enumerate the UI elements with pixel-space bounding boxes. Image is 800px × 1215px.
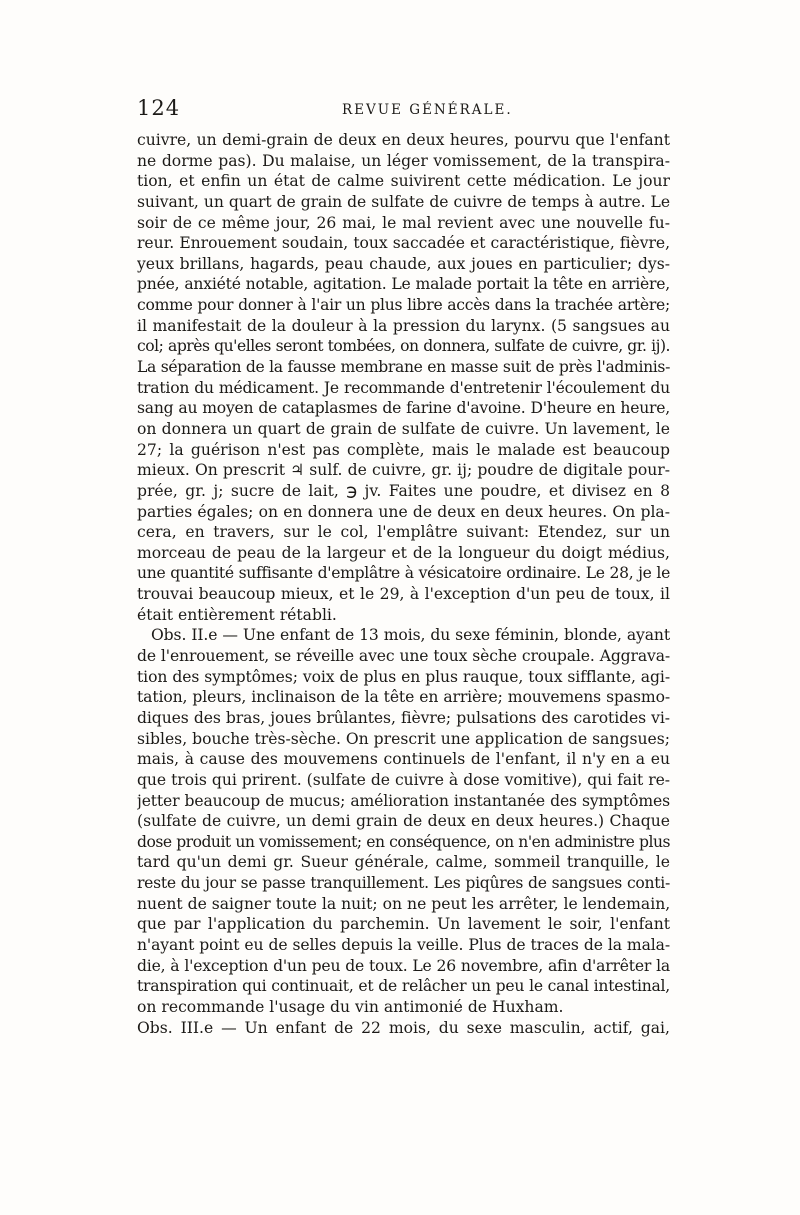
text-line: tion des symptômes; voix de plus en plus rauque, toux sifflante, agi- — [137, 667, 670, 686]
body-text — [137, 130, 670, 1038]
text-line: La séparation de la fausse membrane en masse suit de près l'adminis- — [137, 358, 670, 377]
text-line: trouvai beaucoup mieux, et le 29, à l'exception d'un peu de toux, il — [137, 585, 670, 604]
observation-heading-line: Obs. III.e — Un enfant de 22 mois, du sexe masculin, actif, gai, — [137, 1018, 670, 1037]
text-line: pnée, anxiété notable, agitation. Le malade portait la tête en arrière, — [137, 275, 670, 294]
text-line: sang au moyen de cataplasmes de farine d'avoine. D'heure en heure, — [137, 399, 670, 418]
text-line: (sulfate de cuivre, un demi grain de deux en deux heures.) Chaque — [137, 812, 670, 831]
page-header — [137, 96, 673, 124]
text-line: n'ayant point eu de selles depuis la veille. Plus de traces de la mala- — [137, 935, 670, 954]
text-line: suivant, un quart de grain de sulfate de cuivre de temps à autre. Le — [137, 192, 670, 211]
text-line: col; après qu'elles seront tombées, on donnera, sulfate de cuivre, gr. ij). — [137, 337, 670, 356]
text-line: ne dorme pas). Du malaise, un léger vomissement, de la transpira- — [137, 151, 670, 170]
text-line: comme pour donner à l'air un plus libre accès dans la trachée artère; — [137, 296, 670, 315]
text-line: de l'enrouement, se réveille avec une toux sèche croupale. Aggrava- — [137, 647, 670, 666]
text-line: transpiration qui continuait, et de relâcher un peu le canal intestinal, — [137, 977, 670, 996]
text-line: morceau de peau de la largeur et de la longueur du doigt médius, — [137, 543, 670, 562]
text-line: reur. Enrouement soudain, toux saccadée et caractéristique, fièvre, — [137, 234, 670, 253]
text-line: une quantité suffisante d'emplâtre à vésicatoire ordinaire. Le 28, je le — [137, 564, 670, 583]
text-line: mieux. On prescrit ♃ sulf. de cuivre, gr. ij; poudre de digitale pour- — [137, 461, 670, 480]
text-line: tration du médicament. Je recommande d'entretenir l'écoulement du — [137, 378, 670, 397]
running-head: REVUE GÉNÉRALE. — [342, 102, 513, 118]
text-line: on donnera un quart de grain de sulfate de cuivre. Un lavement, le — [137, 419, 670, 438]
text-line: yeux brillans, hagards, peau chaude, aux joues en particulier; dys- — [137, 254, 670, 273]
text-line: tation, pleurs, inclinaison de la tête en arrière; mouvemens spasmo- — [137, 688, 670, 707]
text-line: mais, à cause des mouvemens continuels de l'enfant, il n'y en a eu — [137, 750, 670, 769]
text-line: tion, et enfin un état de calme suivirent cette médication. Le jour — [137, 172, 670, 191]
text-line: reste du jour se passe tranquillement. Les piqûres de sangsues conti- — [137, 874, 670, 893]
page-number: 124 — [137, 96, 181, 120]
text-line: soir de ce même jour, 26 mai, le mal revient avec une nouvelle fu- — [137, 213, 670, 232]
text-line: que par l'application du parchemin. Un lavement le soir, l'enfant — [137, 915, 670, 934]
observation-heading-line: Obs. II.e — Une enfant de 13 mois, du sexe féminin, blonde, ayant — [151, 626, 670, 645]
text-line: on recommande l'usage du vin antimonié de Huxham. — [137, 997, 564, 1016]
text-line: diques des bras, joues brûlantes, fièvre; pulsations des carotides vi- — [137, 708, 670, 727]
text-line: parties égales; on en donnera une de deux en deux heures. On pla- — [137, 502, 670, 521]
text-line: que trois qui prirent. (sulfate de cuivre à dose vomitive), qui fait re- — [137, 770, 670, 789]
text-line: 27; la guérison n'est pas complète, mais le malade est beaucoup — [137, 440, 670, 459]
text-line: jetter beaucoup de mucus; amélioration instantanée des symptômes — [137, 791, 670, 810]
text-line: sibles, bouche très-sèche. On prescrit une application de sangsues; — [137, 729, 670, 748]
text-line: était entièrement rétabli. — [137, 605, 337, 624]
text-line: die, à l'exception d'un peu de toux. Le 26 novembre, afin d'arrêter la — [137, 956, 670, 975]
text-line: il manifestait de la douleur à la pression du larynx. (5 sangsues au — [137, 316, 670, 335]
text-line: cuivre, un demi-grain de deux en deux heures, pourvu que l'enfant — [137, 131, 670, 149]
text-line: tard qu'un demi gr. Sueur générale, calme, sommeil tranquille, le — [137, 853, 670, 872]
text-line: cera, en travers, sur le col, l'emplâtre suivant: Etendez, sur un — [137, 523, 670, 542]
text-line: prée, gr. j; sucre de lait, ℈ jv. Faites une poudre, et divisez en 8 — [137, 481, 670, 500]
text-line: nuent de saigner toute la nuit; on ne peut les arrêter, le lendemain, — [137, 894, 670, 913]
text-line: dose produit un vomissement; en conséquence, on n'en administre plus — [137, 832, 670, 851]
